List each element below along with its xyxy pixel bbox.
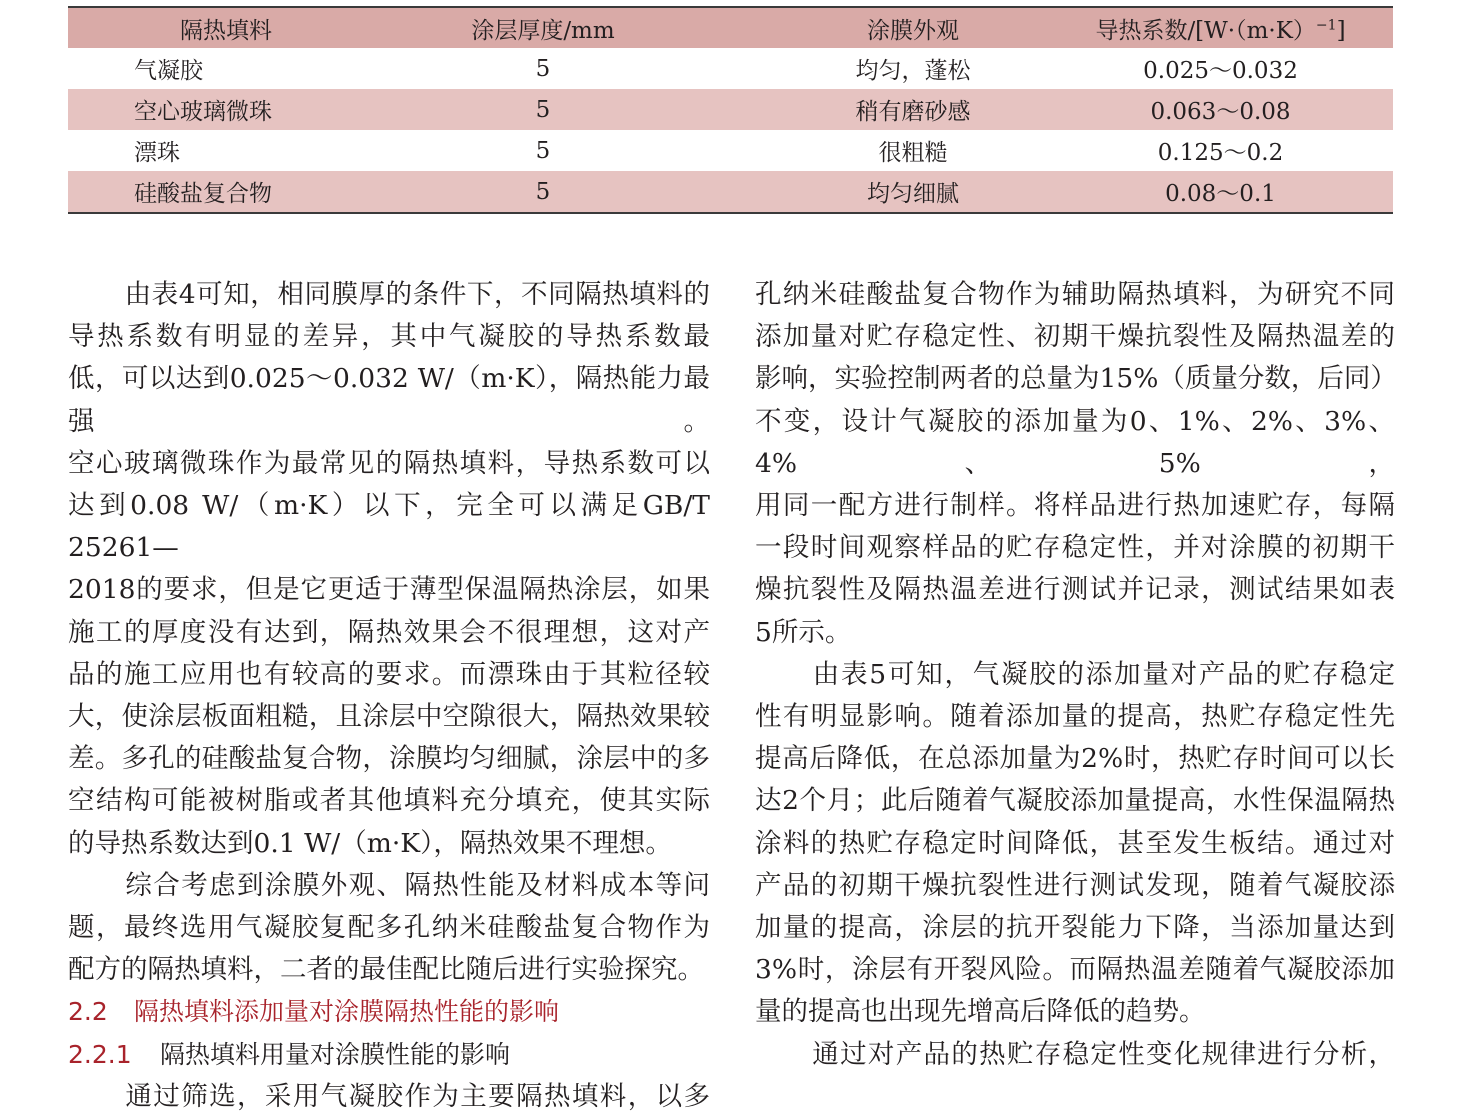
paragraph-line	[68, 654, 710, 696]
paragraph-line	[755, 823, 1395, 865]
paragraph-line	[755, 780, 1395, 822]
paragraph-line	[755, 401, 1395, 485]
paragraph-line	[755, 949, 1395, 991]
paragraph-line	[68, 569, 710, 611]
header-exponent: −1	[1315, 16, 1337, 33]
table-cell: 硅酸盐复合物	[134, 181, 272, 207]
paragraph-line	[68, 949, 710, 991]
line-text: 不变，设计气凝胶的添加量为0、1%、2%、3%、4%、5%，	[755, 405, 1395, 479]
paragraph-line	[755, 991, 1395, 1033]
line-text: 一段时间观察样品的贮存稳定性，并对涂膜的初期干	[755, 532, 1395, 564]
table-cell: 空心玻璃微珠	[134, 99, 272, 125]
line-text: 通过筛选，采用气凝胶作为主要隔热填料，以多	[124, 1080, 710, 1112]
paragraph-line	[68, 865, 710, 907]
paragraph-line	[755, 485, 1395, 527]
line-text: 综合考虑到涂膜外观、隔热性能及材料成本等问	[124, 869, 710, 901]
header-conductivity-label: 导热系数/[W·（m·K）	[1095, 17, 1316, 44]
line-text: 导热系数有明显的差异，其中气凝胶的导热系数最	[68, 321, 710, 353]
paragraph-line	[68, 1076, 710, 1118]
line-text: 2018的要求，但是它更适于薄型保温隔热涂层，如果	[68, 574, 710, 606]
table-cell: 5	[535, 178, 551, 205]
line-text: 由表5可知，气凝胶的添加量对产品的贮存稳定	[811, 658, 1395, 690]
table-row	[68, 89, 1393, 130]
paragraph-line	[755, 907, 1395, 949]
paragraph-line	[68, 274, 710, 316]
paragraph-line	[68, 485, 710, 569]
line-text: 提高后降低，在总添加量为2%时，热贮存时间可以长	[755, 743, 1395, 775]
line-text: 加量的提高，涂层的抗开裂能力下降，当添加量达到	[755, 912, 1395, 944]
line-text: 3%时，涂层有开裂风险。而隔热温差随着气凝胶添加	[755, 954, 1395, 986]
line-text: 达2个月；此后随着气凝胶添加量提高，水性保温隔热	[755, 785, 1395, 817]
heading-number: 2.2.1	[68, 1039, 132, 1069]
subsection-heading	[68, 1034, 710, 1076]
paragraph-line	[755, 612, 1395, 654]
line-text: 空结构可能被树脂或者其他填料充分填充，使其实际	[68, 785, 710, 817]
table-cell: 0.125～0.2	[1157, 140, 1284, 166]
table-cell: 5	[535, 137, 551, 164]
paragraph-line	[68, 358, 710, 442]
line-text: 差。多孔的硅酸盐复合物，涂膜均匀细腻，涂层中的多	[68, 743, 710, 775]
line-text: 性有明显影响。随着添加量的提高，热贮存稳定性先	[755, 701, 1395, 733]
paragraph-line	[755, 569, 1395, 611]
right-text-column	[755, 274, 1395, 1076]
header-bracket: ]	[1336, 17, 1346, 44]
paragraph-line	[755, 274, 1395, 316]
line-text: 大，使涂层板面粗糙，且涂层中空隙很大，隔热效果较	[68, 701, 710, 733]
line-text: 配方的隔热填料，二者的最佳配比随后进行实验探究。	[68, 954, 704, 986]
paragraph-line	[68, 612, 710, 654]
table-cell: 均匀，蓬松	[855, 58, 971, 84]
table-header-cell	[1048, 12, 1393, 45]
line-text: 空心玻璃微珠作为最常见的隔热填料，导热系数可以	[68, 447, 710, 479]
paragraph-line	[755, 316, 1395, 358]
paragraph-line	[68, 738, 710, 780]
line-text: 通过对产品的热贮存稳定性变化规律进行分析，	[811, 1038, 1395, 1070]
line-text: 添加量对贮存稳定性、初期干燥抗裂性及隔热温差的	[755, 321, 1395, 353]
line-text: 涂料的热贮存稳定时间降低，甚至发生板结。通过对	[755, 827, 1395, 859]
paragraph-line	[68, 316, 710, 358]
line-text: 品的施工应用也有较高的要求。而漂珠由于其粒径较	[68, 658, 710, 690]
table-4	[68, 6, 1393, 214]
paragraph-line	[755, 1034, 1395, 1076]
table-cell: 均匀细腻	[867, 181, 959, 207]
paragraph-line	[755, 654, 1395, 696]
table-cell: 5	[535, 96, 551, 123]
table-cell: 0.063～0.08	[1150, 99, 1291, 125]
line-text: 的导热系数达到0.1 W/（m·K），隔热效果不理想。	[68, 827, 672, 859]
line-text: 由表4可知，相同膜厚的条件下，不同隔热填料的	[124, 279, 710, 310]
table-row	[68, 48, 1393, 89]
paragraph-line	[755, 527, 1395, 569]
paragraph-line	[755, 738, 1395, 780]
line-text: 用同一配方进行制样。将样品进行热加速贮存，每隔	[755, 490, 1395, 522]
table-cell: 0.08～0.1	[1165, 181, 1276, 207]
line-text: 题，最终选用气凝胶复配多孔纳米硅酸盐复合物作为	[68, 912, 710, 944]
paragraph-line	[68, 780, 710, 822]
paragraph-line	[68, 696, 710, 738]
table-cell: 气凝胶	[134, 58, 203, 84]
table-header-cell: 涂膜外观	[867, 17, 959, 44]
paragraph-line	[755, 358, 1395, 400]
line-text: 达到0.08 W/（m·K）以下，完全可以满足GB/T 25261—	[68, 490, 710, 564]
table-cell: 漂珠	[134, 140, 180, 166]
paragraph-line	[755, 696, 1395, 738]
line-text: 燥抗裂性及隔热温差进行测试并记录，测试结果如表	[755, 574, 1395, 606]
table-header-row	[68, 6, 1393, 48]
paragraph-line	[68, 443, 710, 485]
table-header-cell: 涂层厚度/mm	[471, 17, 615, 44]
table-row	[68, 130, 1393, 171]
heading-number: 2.2	[68, 997, 108, 1027]
line-text: 低，可以达到0.025～0.032 W/（m·K），隔热能力最强。	[68, 363, 710, 437]
paragraph-line	[68, 907, 710, 949]
table-row	[68, 171, 1393, 214]
line-text: 5所示。	[755, 616, 852, 648]
line-text: 产品的初期干燥抗裂性进行测试发现，随着气凝胶添	[755, 869, 1395, 901]
line-text: 影响，实验控制两者的总量为15%（质量分数，后同）	[755, 363, 1397, 395]
table-cell: 稍有磨砂感	[855, 99, 971, 125]
table-cell: 5	[535, 55, 551, 82]
table-cell: 很粗糙	[878, 140, 948, 166]
left-text-column	[68, 274, 710, 1118]
section-heading	[68, 991, 710, 1033]
heading-text: 隔热填料用量对涂膜性能的影响	[160, 1039, 511, 1069]
paragraph-line	[755, 865, 1395, 907]
line-text: 量的提高也出现先增高后降低的趋势。	[755, 996, 1206, 1028]
heading-text: 隔热填料添加量对涂膜隔热性能的影响	[134, 997, 560, 1027]
paragraph-line	[68, 823, 710, 865]
table-header-cell: 隔热填料	[180, 17, 272, 44]
line-text: 施工的厚度没有达到，隔热效果会不很理想，这对产	[68, 616, 710, 648]
line-text: 孔纳米硅酸盐复合物作为辅助隔热填料，为研究不同	[755, 279, 1395, 310]
table-cell: 0.025～0.032	[1143, 58, 1298, 84]
